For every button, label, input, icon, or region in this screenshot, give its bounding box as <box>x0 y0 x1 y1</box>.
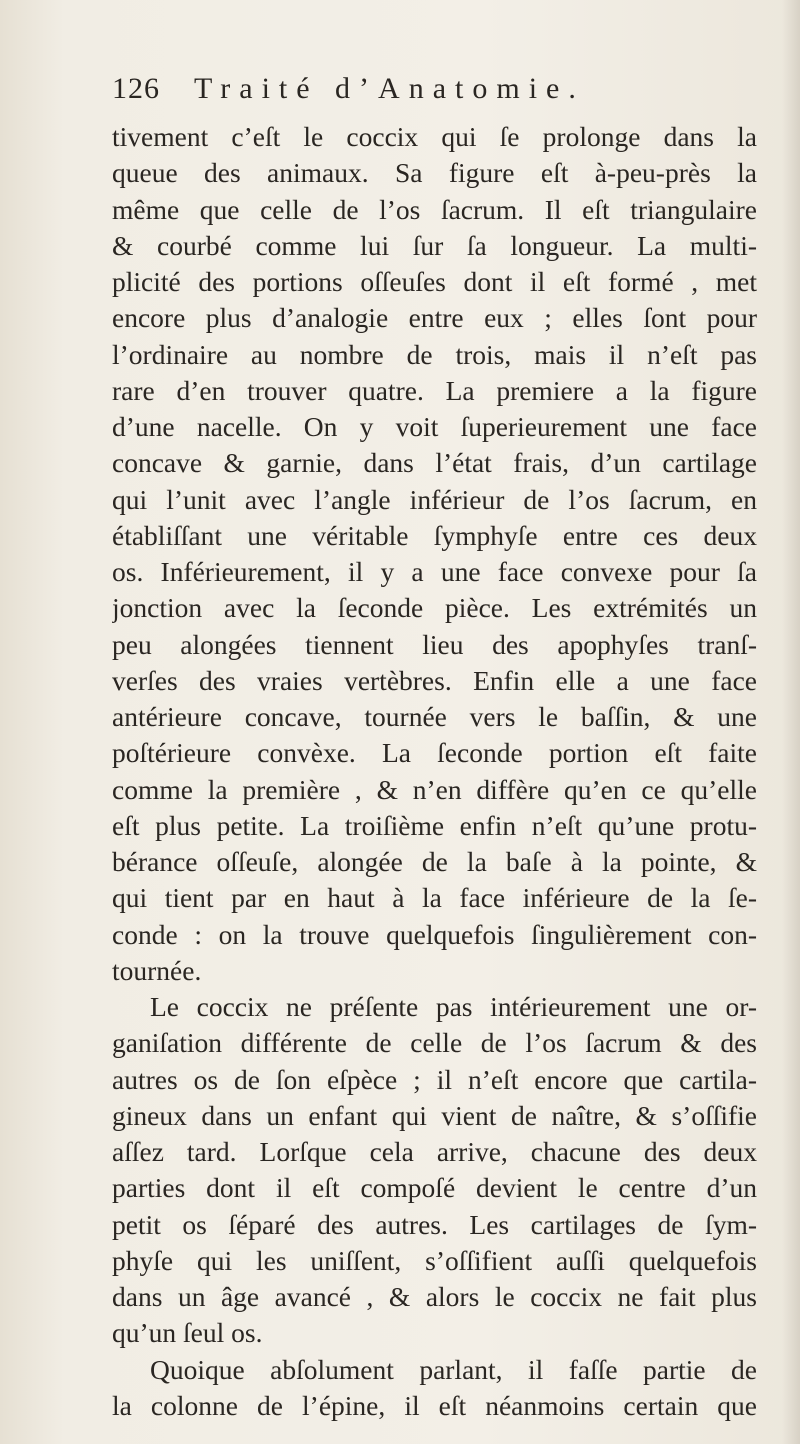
running-title: Traité d’Anatomie. <box>194 72 585 105</box>
paragraph-end-line: tournée. <box>112 954 202 986</box>
text-line: qui tient par en haut à la face inférieure de la ſe- <box>112 882 757 914</box>
text-line: autres os de ſon eſpèce ; il n’eſt encore que cartila- <box>112 1063 757 1095</box>
text-line: jonction avec la ſeconde pièce. Les extrémités un <box>112 592 757 624</box>
text-line: verſes des vraies vertèbres. Enfin elle a une face <box>112 664 757 696</box>
text-line: rare d’en trouver quatre. La premiere a la figure <box>112 374 757 406</box>
text-line: petit os ſéparé des autres. Les cartilages de ſym- <box>112 1208 757 1240</box>
text-line: queue des animaux. Sa figure eſt à-peu-près la <box>112 157 757 189</box>
text-line: bérance oſſeuſe, alongée de la baſe à la pointe, & <box>112 846 757 877</box>
paragraph-start-line: Le coccix ne préſente pas intérieurement une or- <box>150 991 757 1022</box>
text-line: tivement c’eſt le coccix qui ſe prolonge dans la <box>112 121 757 152</box>
text-line: aſſez tard. Lorſque cela arrive, chacune des deux <box>112 1136 757 1167</box>
body-text <box>112 119 757 1424</box>
text-line: gineux dans un enfant qui vient de naître, & s’oſſifie <box>112 1099 757 1131</box>
paragraph-start-line: Quoique abſolument parlant, il faſſe partie de <box>150 1353 757 1385</box>
text-line: ganiſation différente de celle de l’os ſacrum & des <box>112 1027 757 1059</box>
page-header <box>112 72 752 118</box>
text-line: poſtérieure convèxe. La ſeconde portion eſt faite <box>112 737 757 769</box>
text-line: comme la première , & n’en diffère qu’en ce qu’elle <box>112 773 757 805</box>
text-line: encore plus d’analogie entre eux ; elles ſont pour <box>112 302 757 334</box>
text-line: & courbé comme lui ſur ſa longueur. La multi- <box>112 229 757 261</box>
page-number: 126 <box>112 72 160 105</box>
text-line: qui l’unit avec l’angle inférieur de l’os ſacrum, en <box>112 483 757 515</box>
text-line: concave & garnie, dans l’état frais, d’un cartilage <box>112 447 757 479</box>
text-line: eſt plus petite. La troiſième enfin n’eſt qu’une protu- <box>112 809 757 841</box>
text-line: os. Inférieurement, il y a une face convexe pour ſa <box>112 556 757 587</box>
text-line: même que celle de l’os ſacrum. Il eſt triangulaire <box>112 193 757 225</box>
text-line: phyſe qui les uniſſent, s’oſſifient auſſi quelquefois <box>112 1244 757 1276</box>
text-line: établiſſant une véritable ſymphyſe entre ces deux <box>112 519 757 551</box>
text-line: peu alongées tiennent lieu des apophyſes tranſ- <box>112 628 757 660</box>
text-line: conde : on la trouve quelquefois ſingulièrement con- <box>112 918 757 950</box>
text-line: d’une nacelle. On y voit ſuperieurement une face <box>112 411 757 442</box>
text-line: parties dont il eſt compoſé devient le centre d’un <box>112 1172 757 1204</box>
text-line: antérieure concave, tournée vers le baſſin, & une <box>112 701 757 732</box>
text-line: plicité des portions oſſeuſes dont il eſt formé , met <box>112 266 757 297</box>
text-line: la colonne de l’épine, il eſt néanmoins certain que <box>112 1389 757 1421</box>
page-edge-shadow <box>782 0 800 1444</box>
text-line: l’ordinaire au nombre de trois, mais il n’eſt pas <box>112 338 757 370</box>
text-line: dans un âge avancé , & alors le coccix ne fait plus <box>112 1281 757 1312</box>
paragraph-end-line: qu’un ſeul os. <box>112 1317 263 1349</box>
